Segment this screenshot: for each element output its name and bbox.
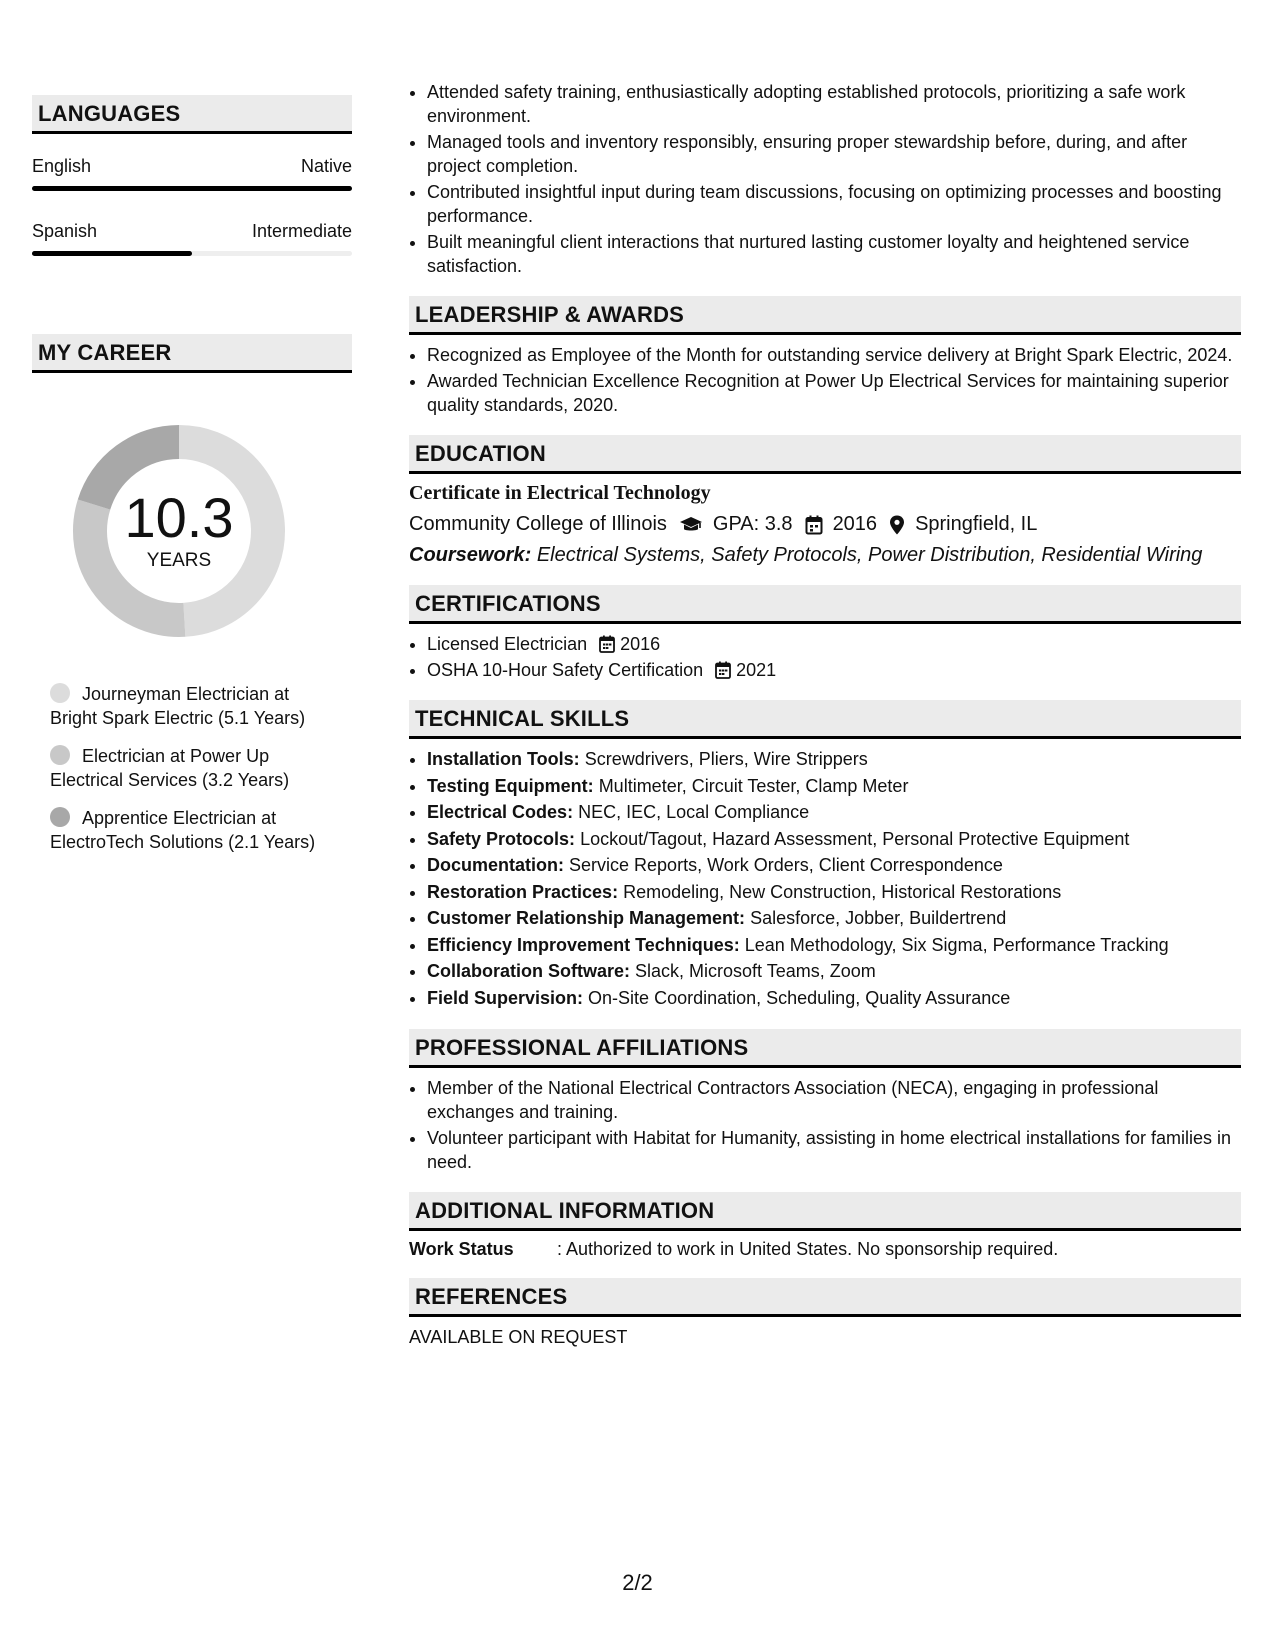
career-legend-label: Journeyman Electrician at Bright Spark Electric (5.1 Years): [50, 684, 306, 728]
gpa-value: GPA: 3.8: [712, 513, 793, 535]
career-legend-dot: [50, 807, 70, 827]
language-item: [32, 156, 352, 191]
skill-category: Electrical Codes:: [427, 802, 574, 822]
calendar-icon: [805, 515, 823, 535]
skill-values: NEC, IEC, Local Compliance: [578, 802, 810, 822]
language-proficiency-fill: [32, 186, 352, 191]
skill-values: Remodeling, New Construction, Historical Restorations: [623, 881, 1062, 902]
skill-values: Screwdrivers, Pliers, Wire Strippers: [584, 749, 868, 769]
experience-bullet: • Built meaningful client interactions that nurtured lasting customer loyalty and heightened service satisfaction.: [427, 230, 1241, 278]
references-section: [409, 1278, 1241, 1348]
school-name: Community College of Illinois: [409, 513, 667, 535]
skills-list: [409, 747, 1241, 1011]
skill-values: Lean Methodology, Six Sigma, Performance Tracking: [744, 934, 1169, 955]
additional-info-rows: [409, 1239, 1241, 1260]
skill-category: Documentation:: [427, 855, 564, 875]
skill-values: On-Site Coordination, Scheduling, Quality Assurance: [588, 987, 1011, 1008]
leadership-section: [409, 296, 1241, 417]
career-legend: [50, 682, 330, 854]
skill-item: [427, 986, 1241, 1012]
languages-heading: LANGUAGES: [32, 95, 352, 134]
education-section: [409, 435, 1241, 567]
skills-heading: TECHNICAL SKILLS: [409, 700, 1241, 739]
affiliations-heading: PROFESSIONAL AFFILIATIONS: [409, 1029, 1241, 1068]
certification-item: [427, 632, 1241, 656]
career-legend-item: [50, 806, 330, 854]
skill-item: [427, 853, 1241, 879]
career-legend-dot: [50, 683, 70, 703]
degree-title: Certificate in Electrical Technology: [409, 482, 711, 504]
skill-item: [427, 747, 1241, 773]
skill-category: Collaboration Software:: [427, 961, 631, 981]
skill-item: [427, 959, 1241, 985]
certification-row: [427, 658, 1241, 682]
language-item: [32, 221, 352, 256]
info-value: : Authorized to work in United States. No sponsorship required.: [557, 1239, 1059, 1259]
career-legend-label: Electrician at Power Up Electrical Services (3.2 Years): [50, 746, 290, 790]
skill-category: Installation Tools:: [427, 749, 580, 769]
experience-bullet: • Contributed insightful input during team discussions, focusing on optimizing processes and boosting performance.: [427, 180, 1241, 228]
certification-year: 2021: [736, 660, 777, 680]
career-donut-chart: [66, 418, 292, 644]
affiliation-bullet: • Volunteer participant with Habitat for Humanity, assisting in home electrical installations for families in need.: [427, 1126, 1241, 1174]
education-heading: EDUCATION: [409, 435, 1241, 474]
coursework-label: Coursework:: [409, 544, 532, 566]
additional-info-row: [409, 1239, 1241, 1260]
leadership-bullet: • Recognized as Employee of the Month for outstanding service delivery at Bright Spark Electric, 2024.: [427, 343, 1241, 367]
skill-values: Multimeter, Circuit Tester, Clamp Meter: [598, 775, 909, 796]
info-key: Work Status: [409, 1239, 514, 1259]
skill-item: [427, 906, 1241, 932]
graduation-cap-icon: [679, 516, 703, 534]
certification-row: [427, 632, 1241, 656]
language-name: Spanish: [32, 221, 98, 241]
skill-item: [427, 774, 1241, 800]
certifications-list: [409, 632, 1241, 682]
skill-values: Lockout/Tagout, Hazard Assessment, Personal Protective Equipment: [580, 828, 1130, 849]
experience-bullets: [409, 80, 1241, 278]
calendar-icon: [599, 635, 615, 653]
skill-category: Testing Equipment:: [427, 775, 594, 796]
affiliation-bullet: • Member of the National Electrical Contractors Association (NECA), engaging in professional exchanges and training.: [427, 1076, 1241, 1124]
map-pin-icon: [889, 515, 905, 535]
school-location: Springfield, IL: [915, 513, 1038, 535]
certification-item: [427, 658, 1241, 682]
language-level: Native: [300, 156, 352, 176]
experience-bullet: • Managed tools and inventory responsibly, ensuring proper stewardship before, during, and after project completion.: [427, 130, 1241, 178]
language-line: [32, 221, 352, 242]
references-heading: REFERENCES: [409, 1278, 1241, 1317]
affiliations-section: [409, 1029, 1241, 1174]
additional-info-section: [409, 1192, 1241, 1260]
career-years-unit: YEARS: [146, 550, 212, 571]
skill-values: Salesforce, Jobber, Buildertrend: [750, 908, 1007, 928]
language-level: Intermediate: [251, 221, 352, 241]
graduation-year: 2016: [832, 513, 878, 535]
language-proficiency-bar: [32, 251, 352, 256]
skill-values: Service Reports, Work Orders, Client Correspondence: [569, 855, 1003, 875]
education-details: [409, 513, 1241, 536]
skill-item: [427, 933, 1241, 959]
skill-item: [427, 827, 1241, 853]
left-column: [32, 95, 352, 868]
affiliations-bullets: [409, 1076, 1241, 1174]
skill-item: [427, 800, 1241, 826]
language-proficiency-bar: [32, 186, 352, 191]
career-heading: MY CAREER: [32, 334, 352, 373]
leadership-bullets: [409, 343, 1241, 417]
certification-name: • Licensed Electrician: [427, 634, 588, 654]
languages-list: [32, 156, 352, 256]
language-name: English: [32, 156, 92, 176]
career-legend-label: Apprentice Electrician at ElectroTech Solutions (2.1 Years): [50, 808, 316, 852]
skill-values: Slack, Microsoft Teams, Zoom: [635, 961, 876, 981]
skill-category: Field Supervision:: [427, 987, 584, 1008]
certifications-heading: CERTIFICATIONS: [409, 585, 1241, 624]
career-legend-item: [50, 744, 330, 792]
skill-category: Customer Relationship Management:: [427, 908, 746, 928]
coursework: [409, 544, 1241, 567]
career-legend-item: [50, 682, 330, 730]
skill-category: Efficiency Improvement Techniques:: [427, 934, 740, 955]
career-total-years: 10.3: [124, 486, 234, 549]
skill-item: [427, 880, 1241, 906]
skills-section: [409, 700, 1241, 1011]
certifications-section: [409, 585, 1241, 682]
language-line: [32, 156, 352, 177]
donut-center: [66, 418, 292, 644]
skill-category: Restoration Practices:: [427, 881, 619, 902]
certification-year: 2016: [620, 634, 661, 654]
skill-category: Safety Protocols:: [427, 828, 576, 849]
certification-name: • OSHA 10-Hour Safety Certification: [427, 660, 704, 680]
leadership-bullet: • Awarded Technician Excellence Recognition at Power Up Electrical Services for maintaining superior quality standards, 2020.: [427, 369, 1241, 417]
additional-info-heading: ADDITIONAL INFORMATION: [409, 1192, 1241, 1231]
leadership-heading: LEADERSHIP & AWARDS: [409, 296, 1241, 335]
language-proficiency-fill: [32, 251, 192, 256]
experience-bullet: • Attended safety training, enthusiastically adopting established protocols, prioritizing a safe work environment.: [427, 80, 1241, 128]
page-number: 2/2: [622, 1570, 653, 1595]
career-legend-dot: [50, 745, 70, 765]
references-text: AVAILABLE ON REQUEST: [409, 1327, 628, 1347]
coursework-list: Electrical Systems, Safety Protocols, Power Distribution, Residential Wiring: [536, 544, 1203, 566]
calendar-icon: [715, 661, 731, 679]
right-column: [409, 80, 1241, 1348]
